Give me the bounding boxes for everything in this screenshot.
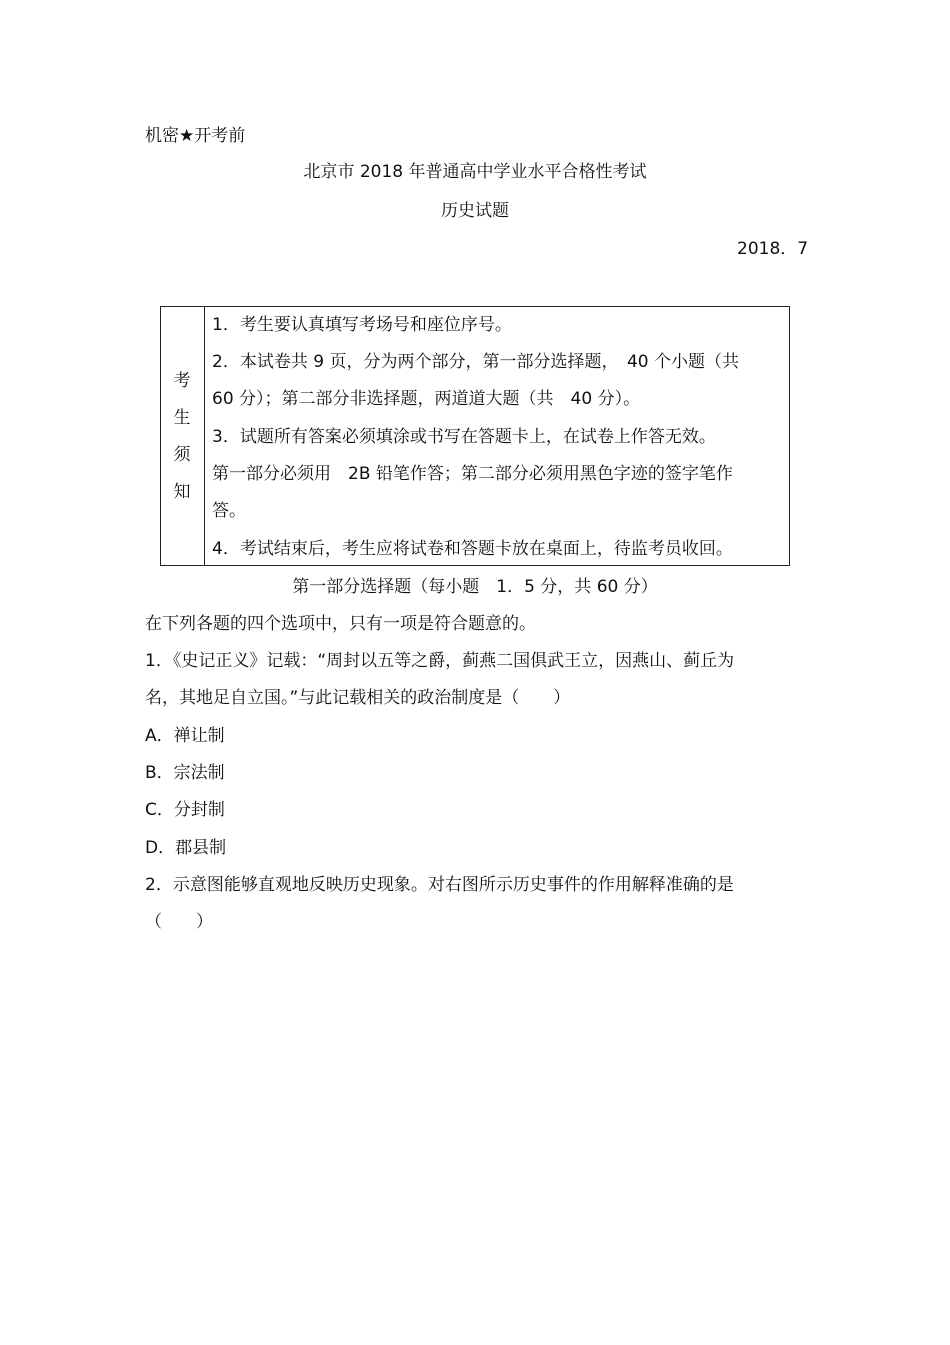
notice-line: 3．试题所有答案必须填涂或书写在答题卡上，在试卷上作答无效。 bbox=[212, 427, 716, 447]
question-text-line: （ ） bbox=[145, 912, 213, 932]
answer-option-b: B．宗法制 bbox=[145, 763, 225, 783]
notice-line: 1．考生要认真填写考场号和座位序号。 bbox=[212, 315, 512, 335]
candidate-notice-box bbox=[160, 306, 790, 566]
section-heading: 第一部分选择题（每小题 1．5 分，共 60 分） bbox=[292, 577, 658, 597]
answer-option-d: D．郡县制 bbox=[145, 838, 227, 858]
question-text-line: 1．《史记正义》记载：“周封以五等之爵，蓟燕二国俱武王立，因燕山、蓟丘为 bbox=[145, 651, 735, 671]
exam-date: 2018．7 bbox=[737, 239, 809, 259]
notice-line: 4．考试结束后，考生应将试卷和答题卡放在桌面上，待监考员收回。 bbox=[212, 539, 733, 559]
confidential-mark: 机密★开考前 bbox=[145, 126, 246, 146]
notice-label-char: 知 bbox=[173, 482, 191, 502]
exam-title: 北京市 2018 年普通高中学业水平合格性考试 bbox=[303, 162, 647, 182]
notice-line: 答。 bbox=[212, 501, 246, 521]
notice-line: 第一部分必须用 2B 铅笔作答；第二部分必须用黑色字迹的签字笔作 bbox=[212, 464, 733, 484]
notice-label-char: 须 bbox=[173, 445, 191, 465]
notice-label-column bbox=[161, 307, 205, 565]
answer-option-a: A．禅让制 bbox=[145, 726, 225, 746]
exam-subtitle: 历史试题 bbox=[441, 201, 509, 221]
question-text-line: 2．示意图能够直观地反映历史现象。对右图所示历史事件的作用解释准确的是 bbox=[145, 875, 734, 895]
notice-line: 60 分）；第二部分非选择题，两道道大题（共 40 分）。 bbox=[212, 389, 641, 409]
question-text-line: 名，其地足自立国。”与此记载相关的政治制度是（ ） bbox=[145, 688, 571, 708]
notice-label-char: 生 bbox=[173, 408, 191, 428]
section-instruction: 在下列各题的四个选项中，只有一项是符合题意的。 bbox=[145, 614, 536, 634]
answer-option-c: C．分封制 bbox=[145, 800, 225, 820]
notice-label-char: 考 bbox=[173, 371, 191, 391]
notice-line: 2．本试卷共 9 页，分为两个部分，第一部分选择题， 40 个小题（共 bbox=[212, 352, 739, 372]
